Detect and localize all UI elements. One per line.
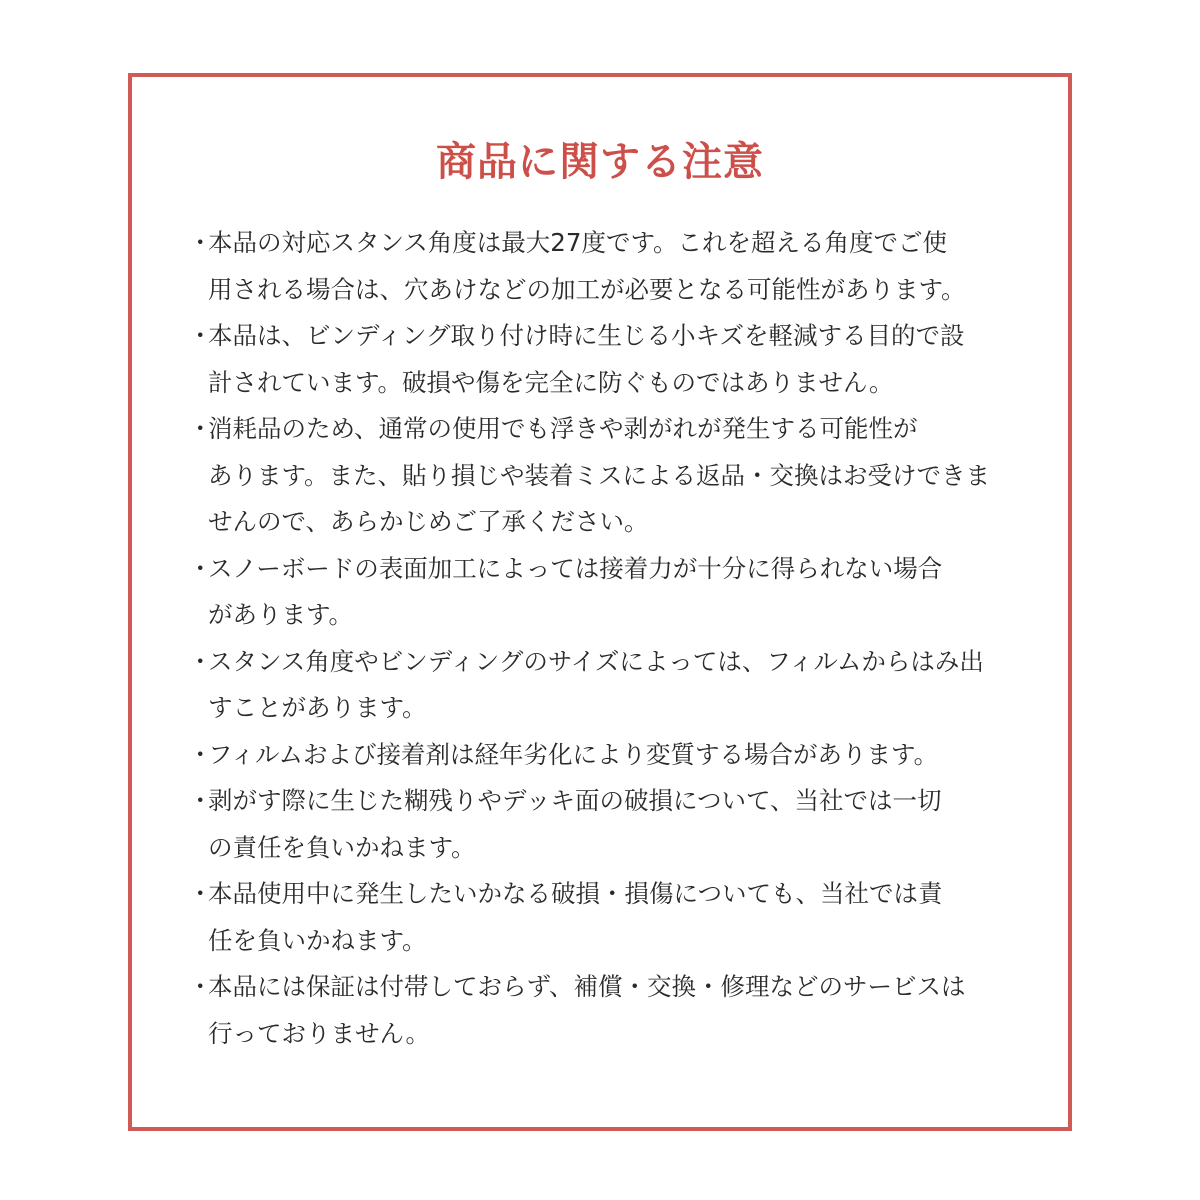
note-text: 本品は、ビンディング取り付け時に生じる小キズを軽減する目的で設 計されています。破損や傷を完全に防ぐものではありません。 xyxy=(208,321,965,397)
list-item xyxy=(188,406,1018,546)
list-item xyxy=(188,546,1018,639)
list-item xyxy=(188,313,1018,406)
list-item xyxy=(188,639,1018,732)
bullet-icon: ・ xyxy=(188,321,213,350)
list-item xyxy=(188,871,1018,964)
bullet-icon: ・ xyxy=(188,879,213,908)
note-text: フィルムおよび接着剤は経年劣化により変質する場合があります。 xyxy=(208,739,939,769)
note-text: 本品使用中に発生したいかなる破損・損傷についても、当社では責 任を負いかねます。 xyxy=(208,879,943,955)
bullet-icon: ・ xyxy=(188,414,213,443)
note-text: スタンス角度やビンディングのサイズによっては、フィルムからはみ出 すことがあります。 xyxy=(208,646,984,722)
note-text: 本品には保証は付帯しておらず、補償・交換・修理などのサービスは 行っておりません。 xyxy=(208,972,966,1048)
list-item xyxy=(188,964,1018,1057)
list-item xyxy=(188,778,1018,871)
notice-list xyxy=(188,220,1018,1057)
page-title: 商品に関する注意 xyxy=(436,139,764,185)
bullet-icon: ・ xyxy=(188,553,213,583)
list-item xyxy=(188,220,1018,313)
note-text: 本品の対応スタンス角度は最大27度です。これを超える角度でご使 用される場合は、穴あけなどの加工が必要となる可能性があります。 xyxy=(208,228,966,304)
bullet-icon: ・ xyxy=(188,646,213,676)
bullet-icon: ・ xyxy=(188,739,213,769)
bullet-icon: ・ xyxy=(188,972,213,1001)
bullet-icon: ・ xyxy=(188,786,213,815)
bullet-icon: ・ xyxy=(188,228,213,257)
note-text: 消耗品のため、通常の使用でも浮きや剥がれが発生する可能性が あります。また、貼り損じや装着ミスによる返品・交換はお受けできま せんので、あらかじめご了承ください。 xyxy=(208,414,991,536)
note-text: スノーボードの表面加工によっては接着力が十分に得られない場合 があります。 xyxy=(208,553,943,629)
note-text: 剥がす際に生じた糊残りやデッキ面の破損について、当社では一切 の責任を負いかねます。 xyxy=(208,786,942,862)
list-item xyxy=(188,732,1018,779)
